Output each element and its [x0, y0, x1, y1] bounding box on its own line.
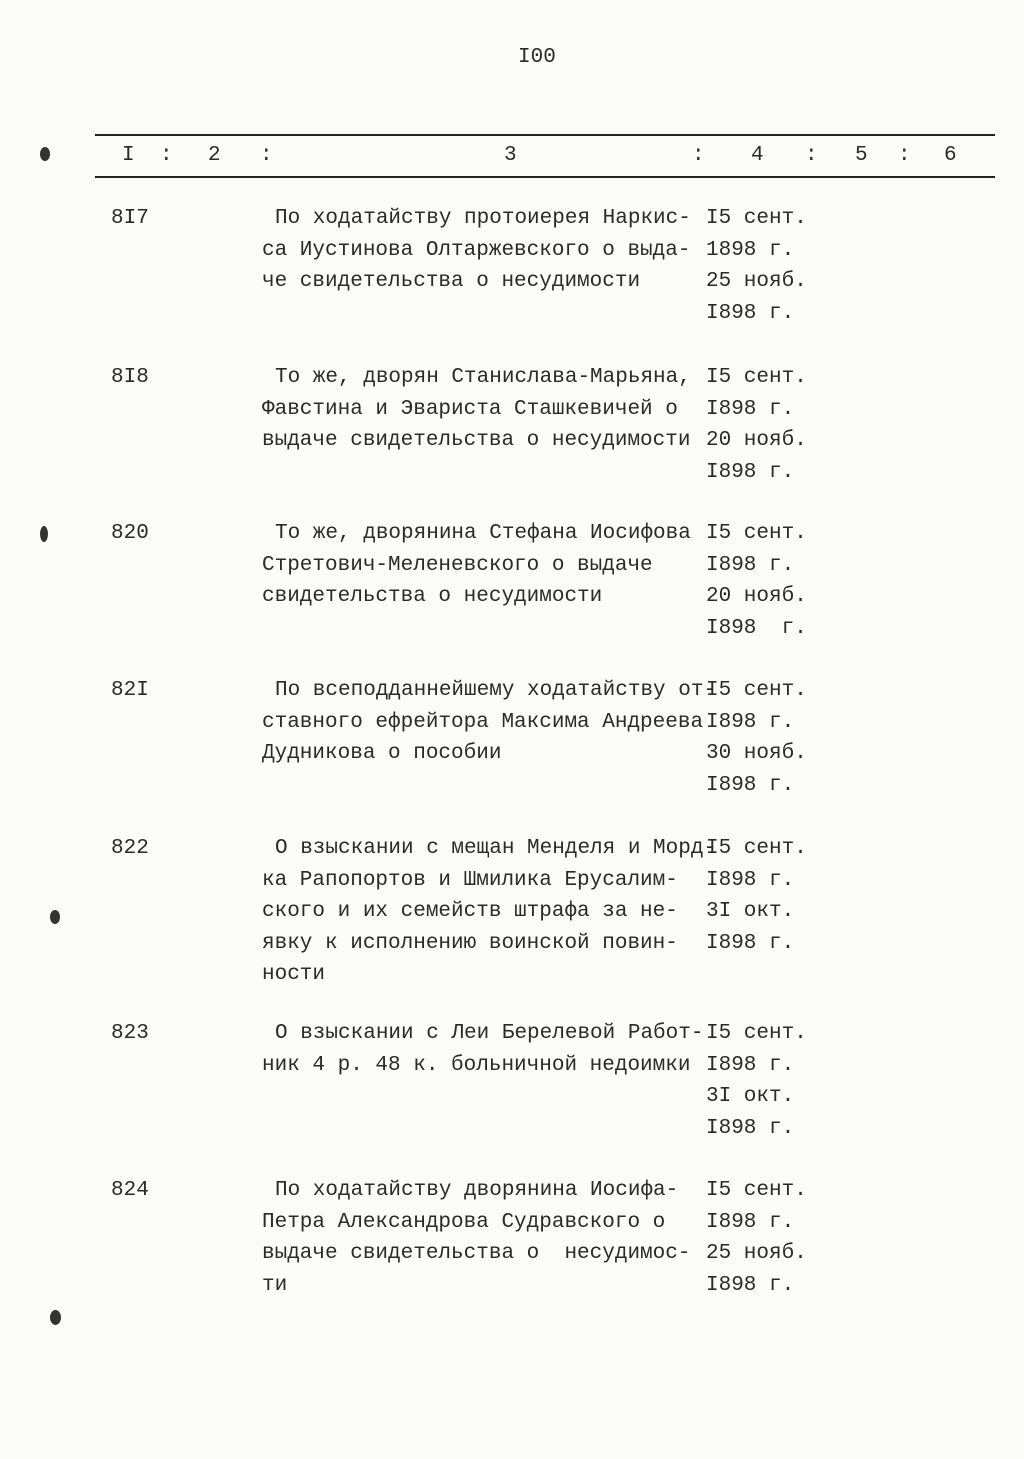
col-sep: :	[160, 144, 173, 167]
entry-description-line: О взыскании с Леи Берелевой Работ-	[275, 1022, 704, 1045]
entry-description-line: По ходатайству протоиерея Наркис-	[275, 207, 691, 230]
entry-number: 82I	[111, 679, 149, 702]
entry-date-line: 25 нояб.	[706, 1242, 807, 1265]
punch-hole-mark	[40, 526, 48, 542]
entry-description-line: выдаче свидетельства о несудимости	[262, 429, 691, 452]
entry-description-line: ти	[262, 1273, 288, 1297]
entry-date-line: I898 г.	[706, 616, 807, 640]
entry-date-line: 1898 г.	[706, 238, 795, 262]
entry-number: 820	[111, 522, 149, 545]
entry-date-line: I898 г.	[706, 710, 795, 734]
entry-date-line: I5 сент.	[706, 1022, 807, 1045]
entry-description-line: ник 4 р. 48 к. больничной недоимки	[262, 1053, 691, 1077]
entry-date-line: I898 г.	[706, 868, 795, 892]
entry-description-line: выдаче свидетельства о несудимос-	[262, 1242, 691, 1265]
entry-date-line: I898 г.	[706, 773, 795, 797]
entry-date-line: I898 г.	[706, 460, 795, 484]
col-sep: :	[898, 144, 911, 167]
entry-date-line: I898 г.	[706, 1273, 795, 1297]
col-sep: :	[260, 144, 273, 167]
entry-date-line: 3I окт.	[706, 900, 795, 923]
entry-date-line: I5 сент.	[706, 679, 807, 702]
entry-description-line: О взыскании с мещан Менделя и Морд-	[275, 837, 717, 860]
col-header-3: 3	[504, 144, 517, 167]
col-header-2: 2	[208, 144, 221, 167]
entry-date-line: I898 г.	[706, 1210, 795, 1234]
entry-date-line: 20 нояб.	[706, 429, 807, 452]
col-header-5: 5	[855, 144, 868, 167]
entry-date-line: 20 нояб.	[706, 585, 807, 608]
entry-description-line: Стретович-Меленевского о выдаче	[262, 553, 653, 577]
entry-number: 8I7	[111, 207, 149, 230]
entry-date-line: I5 сент.	[706, 837, 807, 860]
entry-description-line: ка Рапопортов и Шмилика Ерусалим-	[262, 868, 678, 892]
entry-number: 8I8	[111, 366, 149, 389]
header-top-rule	[95, 134, 995, 136]
entry-description-line: ставного ефрейтора Максима Андреева	[262, 710, 704, 734]
entry-date-line: I5 сент.	[706, 1179, 807, 1202]
entry-description-line: ности	[262, 963, 326, 986]
entry-description-line: явку к исполнению воинской повин-	[262, 931, 678, 955]
entry-date-line: I5 сент.	[706, 366, 807, 389]
col-sep: :	[692, 144, 705, 167]
entry-number: 823	[111, 1022, 149, 1045]
entry-date-line: I898 г.	[706, 301, 795, 325]
entry-description-line: ского и их семейств штрафа за не-	[262, 900, 678, 923]
entry-date-line: 25 нояб.	[706, 270, 807, 293]
entry-description-line: То же, дворянина Стефана Иосифова	[275, 522, 691, 545]
entry-date-line: I898 г.	[706, 1053, 795, 1077]
page-number: I00	[518, 46, 556, 69]
col-header-6: 6	[944, 144, 957, 167]
entry-date-line: I898 г.	[706, 1116, 795, 1140]
col-header-4: 4	[751, 144, 764, 167]
entry-date-line: I898 г.	[706, 397, 795, 421]
entry-description-line: свидетельства о несудимости	[262, 585, 603, 608]
entry-date-line: I5 сент.	[706, 207, 807, 230]
entry-date-line: I898 г.	[706, 553, 795, 577]
entry-description-line: Дудникова о пособии	[262, 742, 502, 765]
entry-date-line: 30 нояб.	[706, 742, 807, 765]
punch-hole-mark	[40, 147, 50, 161]
entry-description-line: По всеподданнейшему ходатайству от-	[275, 679, 717, 702]
header-bottom-rule	[95, 176, 995, 178]
entry-number: 822	[111, 837, 149, 860]
entry-date-line: 3I окт.	[706, 1085, 795, 1108]
punch-hole-mark	[50, 1310, 61, 1325]
entry-description-line: Петра Александрова Судравского о	[262, 1210, 666, 1234]
entry-description-line: Фавстина и Эвариста Сташкевичей о	[262, 397, 678, 421]
entry-description-line: По ходатайству дворянина Иосифа-	[275, 1179, 679, 1202]
entry-date-line: I898 г.	[706, 931, 795, 955]
entry-description-line: То же, дворян Станислава-Марьяна,	[275, 366, 691, 389]
col-header-1: I	[122, 144, 135, 167]
entry-date-line: I5 сент.	[706, 522, 807, 545]
punch-hole-mark	[50, 910, 60, 924]
entry-description-line: са Иустинова Олтаржевского о выда-	[262, 238, 691, 262]
entry-description-line: че свидетельства о несудимости	[262, 270, 641, 293]
col-sep: :	[805, 144, 818, 167]
entry-number: 824	[111, 1179, 149, 1202]
